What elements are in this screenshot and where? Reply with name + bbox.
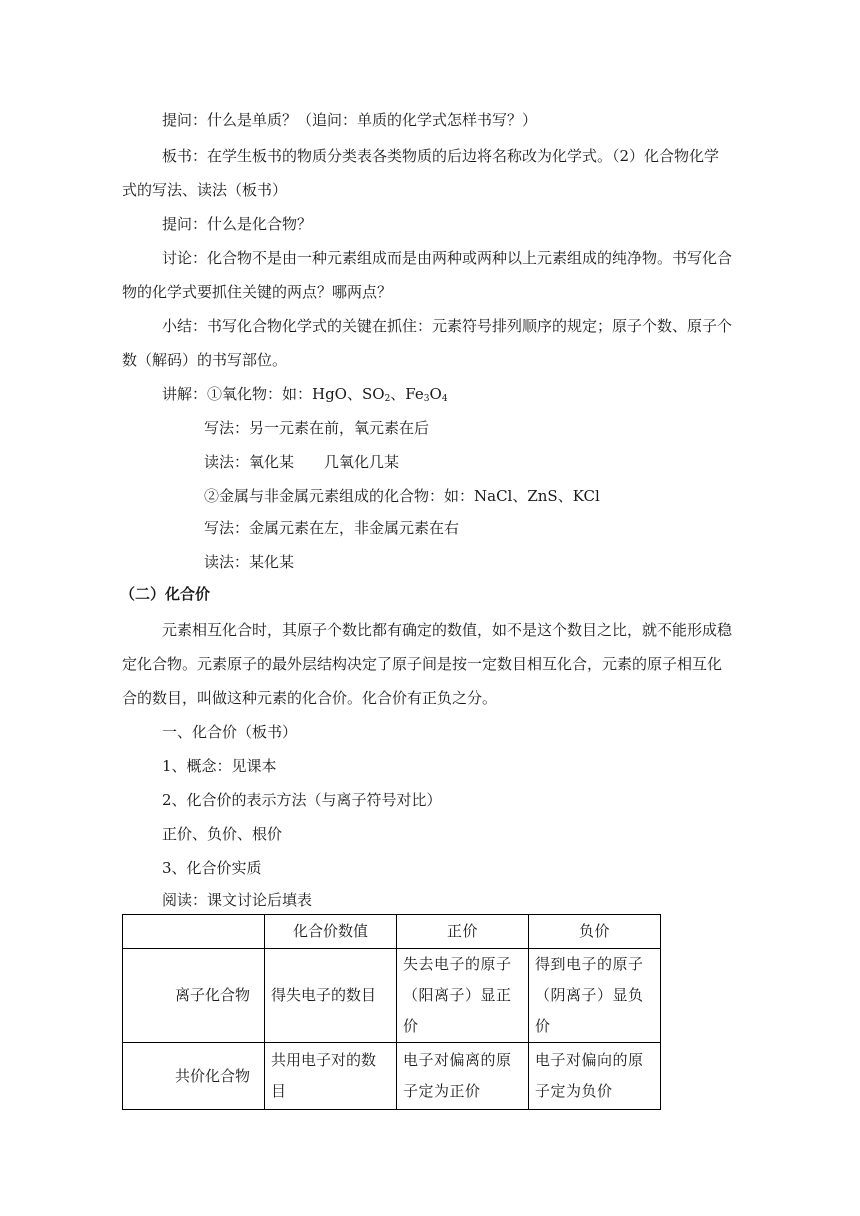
table-cell	[529, 1043, 661, 1110]
paragraph-question-compound: 提问：什么是化合物？	[162, 215, 313, 233]
paragraph-valence-types: 正价、负价、根价	[162, 825, 283, 843]
row-label: 离子化合物	[123, 949, 265, 1043]
cell-line: （阳离子）显正价	[403, 986, 512, 1035]
cell-line: 电子对偏离的原	[403, 1051, 512, 1069]
paragraph-explanation-oxides	[162, 384, 448, 404]
paragraph-summary: 小结：书写化合物化学式的关键在抓住：元素符号排列顺序的规定；原子个数、原子个	[162, 317, 733, 335]
paragraph-valence-essence: 3、化合价实质	[162, 859, 262, 877]
paragraph-summary-cont: 数（解码）的书写部位。	[122, 351, 288, 369]
paragraph-writing-rule-1: 写法：另一元素在前，氧元素在后	[204, 419, 430, 437]
table-header-cell: 正价	[397, 915, 529, 949]
table-cell	[529, 949, 661, 1043]
paragraph-board-writing-cont: 式的写法、读法（板书）	[122, 181, 288, 199]
subscript: 4	[441, 394, 448, 404]
reading-rule-b: 几氧化几某	[324, 453, 400, 471]
table-header-cell	[123, 915, 265, 949]
cell-line: （阴离子）显负价	[535, 986, 644, 1035]
valence-table	[122, 914, 661, 1110]
table-cell	[397, 1043, 529, 1110]
paragraph-question-element: 提问：什么是单质？（追问：单质的化学式怎样书写？）	[162, 111, 538, 129]
table-header-cell: 化合价数值	[265, 915, 397, 949]
subscript: 3	[423, 394, 430, 404]
paragraph-writing-rule-2: 写法：金属元素在左，非金属元素在右	[204, 519, 460, 537]
paragraph-metal-nonmetal: ②金属与非金属元素组成的化合物：如：NaCl、ZnS、KCl	[204, 487, 600, 505]
cell-line: 子定为负价	[535, 1082, 613, 1100]
paragraph-reading-task: 阅读：课文讨论后填表	[162, 891, 313, 909]
cell-line: 得到电子的原子	[535, 955, 644, 973]
section-heading-valence: （二）化合价	[120, 585, 211, 603]
table-cell: 得失电子的数目	[265, 949, 397, 1043]
reading-rule-a: 读法：氧化某	[204, 453, 295, 471]
paragraph-valence-intro: 元素相互化合时，其原子个数比都有确定的数值，如不是这个数目之比，就不能形成稳	[162, 621, 733, 639]
paragraph-concept: 1、概念：见课本	[162, 757, 277, 775]
cell-line: 子定为正价	[403, 1082, 481, 1100]
paragraph-valence-board: 一、化合价（板书）	[162, 723, 298, 741]
paragraph-board-writing: 板书：在学生板书的物质分类表各类物质的后边将名称改为化学式。（2）化合物化学	[162, 147, 720, 165]
paragraph-representation: 2、化合价的表示方法（与离子符号对比）	[162, 791, 442, 809]
cell-line: 失去电子的原子	[403, 955, 512, 973]
paragraph-reading-rule-1	[204, 452, 399, 472]
oxide-text: 讲解：①氧化物：如：HgO、SO	[162, 385, 385, 403]
table-cell	[397, 949, 529, 1043]
paragraph-discussion: 讨论：化合物不是由一种元素组成而是由两种或两种以上元素组成的纯净物。书写化合	[162, 249, 733, 267]
table-header-cell: 负价	[529, 915, 661, 949]
paragraph-valence-intro-cont: 定化合物。元素原子的最外层结构决定了原子间是按一定数目相互化合，元素的原子相互化	[122, 655, 723, 673]
subscript: 2	[384, 394, 391, 404]
table-row	[123, 949, 661, 1043]
paragraph-reading-rule-2: 读法：某化某	[204, 553, 295, 571]
table-row	[123, 1043, 661, 1110]
paragraph-discussion-cont: 物的化学式要抓住关键的两点？哪两点？	[122, 283, 393, 301]
cell-line: 电子对偏向的原	[535, 1051, 644, 1069]
oxide-text: 、Fe	[390, 385, 424, 403]
paragraph-valence-intro-cont2: 合的数目，叫做这种元素的化合价。化合价有正负之分。	[122, 689, 498, 707]
table-header-row	[123, 915, 661, 949]
row-label: 共价化合物	[123, 1043, 265, 1110]
cell-line: 共用电子对的数	[271, 1051, 377, 1069]
cell-line: 目	[271, 1082, 287, 1100]
table-cell	[265, 1043, 397, 1110]
oxide-text: O	[429, 385, 442, 403]
